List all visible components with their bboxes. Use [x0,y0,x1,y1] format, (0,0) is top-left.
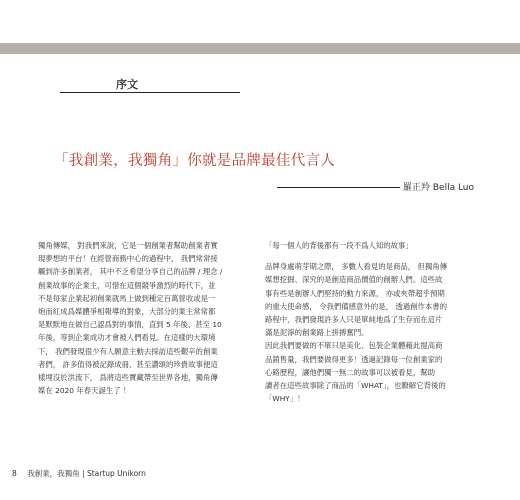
text-line: 下， 我們發現很少有人願意主動去採訪這些艱辛的創業 [38,346,218,356]
article-title: 「我創業，我獨角」你就是品牌最佳代言人 [54,153,336,169]
paragraph-gap [265,252,480,260]
left-column [38,239,253,397]
section-label: 序文 [116,78,138,91]
book-title: 我創業，我獨角 | Startup Unikorn [27,469,146,478]
text-line: 的重大使命感， 令我們備感意外的是， 透過創作本書的 [265,301,448,311]
text-line: 「每一個人的背後都有一段不爲人知的故事」 [265,241,413,250]
text-line: 滿是泥濘的創業路上拼搏奮鬥。 [265,328,369,338]
text-line: 觸到許多創業者， 其中不乏希望分享自己的品牌 / 理念 / [38,267,223,277]
author-name: 羅正羚 Bella Luo [403,183,475,193]
text-line: 「WHY」！ [265,394,305,404]
top-decorative-bar [0,43,520,54]
text-line: 媒在 2020 年春天誕生了 ！ [38,386,131,396]
text-line: 者們， 許多值得被記錄成冊、甚至讚頌的珍貴故事便這 [38,359,218,369]
text-line: 不是每家企業起初創業就馬上做到種定百萬營收或是一 [38,293,216,303]
text-line: 事有些是創辦人們堅持的動力來源， 亦或夾帶超乎預期 [265,288,445,298]
right-column [265,239,480,405]
page-footer [12,468,146,479]
text-line: 炮而紅成爲媒體爭相報導的對象，大部分的業主常常都 [38,307,216,317]
text-line: 年後，等到企業成功才會被人們看見。在這樣的大環境 [38,333,216,343]
author-rule [277,187,400,188]
text-line: 樣埋沒於洪流下， 爲將這些寶藏帶至世界各地，獨角傳 [38,373,218,383]
text-line: 路程中，我們發現許多人只是單純地爲了生存而在這片 [265,315,443,325]
text-line: 因此我們要做的不單只是美化、包裝企業體藉此提高商 [265,341,443,351]
text-line: 品銷售量，我們要做得更多！透過記錄每一位創業家的 [265,354,443,364]
text-line: 品牌身處萌芽期之際， 多數人看見的是商品， 但獨角傳 [265,262,448,272]
text-line: 現夢想的平台！在經營商務中心的過程中， 我們常常接 [38,254,218,264]
text-line: 獨角傳媒， 對我們來說，它是一個創業者幫助創業者實 [38,241,218,250]
text-line: 是默默地在做自己認爲對的事情，直到 5 年後、甚至 10 [38,320,222,330]
text-line: 媒想挖掘、深究的是創造商品價值的創辦人們。這些故 [265,275,443,285]
page-number: 8 [12,469,17,478]
text-line: 心路歷程，讓他們獨一無二的故事可以被看見，幫助 [265,367,435,377]
text-line: 讀者在這些故事除了商品的「WHAT」，也瞭解它背後的 [265,381,446,391]
text-line: 創業故事的企業主，可惜在這個競爭激烈的時代下，並 [38,280,216,290]
section-underline [60,92,240,93]
